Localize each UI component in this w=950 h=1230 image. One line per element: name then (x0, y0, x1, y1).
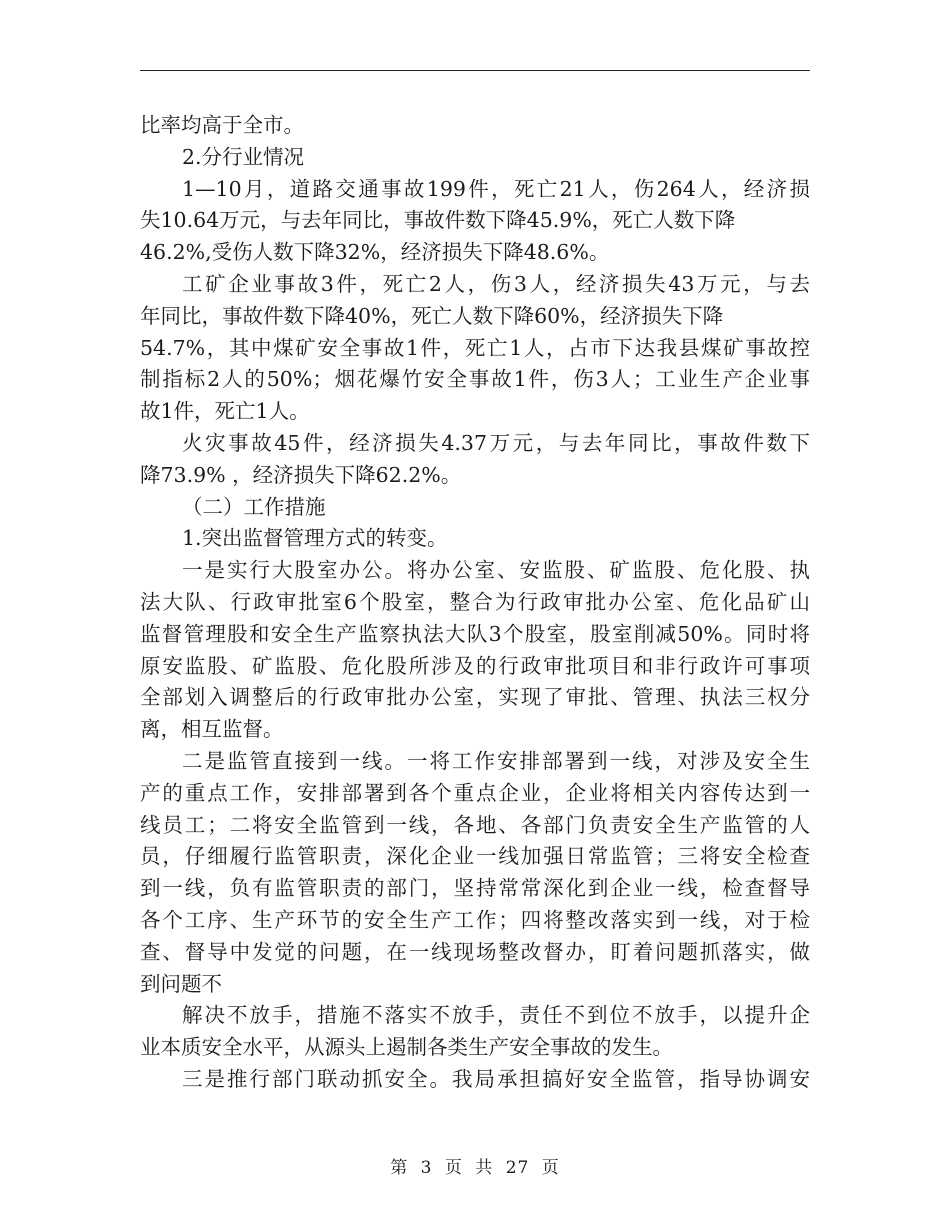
text-line: 降73.9% ，经济损失下降62.2%。 (140, 462, 462, 487)
page-footer: 第 3 页 共 27 页 (390, 1158, 560, 1178)
text-line: 一是实行大股室办公。将办公室、安监股、矿监股、危化股、执 (182, 558, 810, 583)
header-rule (140, 70, 810, 71)
text-line: 原安监股、矿监股、危化股所涉及的行政审批项目和非行政许可事项 (140, 653, 810, 678)
text-line: 到一线，负有监管职责的部门，坚持常常深化到企业一线，检查督导 (140, 876, 810, 901)
text-line: 业本质安全水平，从源头上遏制各类生产安全事故的发生。 (140, 1035, 673, 1060)
text-line: 查、督导中发觉的问题，在一线现场整改督办，盯着问题抓落实，做 (140, 939, 810, 964)
text-line: 二是监管直接到一线。一将工作安排部署到一线，对涉及安全生 (182, 748, 810, 773)
text-line: 产的重点工作，安排部署到各个重点企业，企业将相关内容传达到一 (140, 780, 810, 805)
text-line: 到问题不 (140, 971, 222, 996)
text-line: 故1件，死亡1人。 (140, 399, 310, 424)
text-line: 火灾事故45件，经济损失4.37万元，与去年同比，事故件数下 (182, 430, 810, 455)
text-line: 离，相互监督。 (140, 717, 284, 742)
text-line: 三是推行部门联动抓安全。我局承担搞好安全监管，指导协调安 (182, 1066, 810, 1091)
text-line: 线员工；二将安全监管到一线，各地、各部门负责安全生产监管的人 (140, 812, 810, 837)
text-line: 监督管理股和安全生产监察执法大队3个股室，股室削减50%。同时将 (140, 621, 810, 646)
text-line: 46.2%,受伤人数下降32%，经济损失下降48.6%。 (140, 240, 610, 265)
text-line: 法大队、行政审批室6个股室，整合为行政审批办公室、危化品矿山 (140, 589, 810, 614)
text-line: 全部划入调整后的行政审批办公室，实现了审批、管理、执法三权分 (140, 685, 810, 710)
text-line: 各个工序、生产环节的安全生产工作；四将整改落实到一线，对于检 (140, 907, 810, 932)
text-line: 2.分行业情况 (182, 144, 305, 169)
text-line: 1—10月，道路交通事故199件，死亡21人，伤264人，经济损 (182, 176, 810, 201)
text-line: 年同比，事故件数下降40%，死亡人数下降60%，经济损失下降 (140, 303, 724, 328)
text-line: 失10.64万元，与去年同比，事故件数下降45.9%，死亡人数下降 (140, 208, 736, 233)
text-line: 比率均高于全市。 (140, 113, 304, 137)
text-line: 工矿企业事故3件，死亡2人，伤3人，经济损失43万元，与去 (182, 271, 810, 296)
text-line: （二）工作措施 (182, 494, 326, 519)
document-body (140, 110, 810, 1096)
text-line: 制指标2人的50%；烟花爆竹安全事故1件，伤3人；工业生产企业事 (140, 367, 810, 392)
text-line: 员，仔细履行监管职责，深化企业一线加强日常监管；三将安全检查 (140, 844, 810, 869)
text-line: 1.突出监督管理方式的转变。 (182, 526, 448, 551)
text-line: 解决不放手，措施不落实不放手，责任不到位不放手，以提升企 (182, 1003, 810, 1028)
text-line: 54.7%，其中煤矿安全事故1件，死亡1人，占市下达我县煤矿事故控 (140, 335, 810, 360)
